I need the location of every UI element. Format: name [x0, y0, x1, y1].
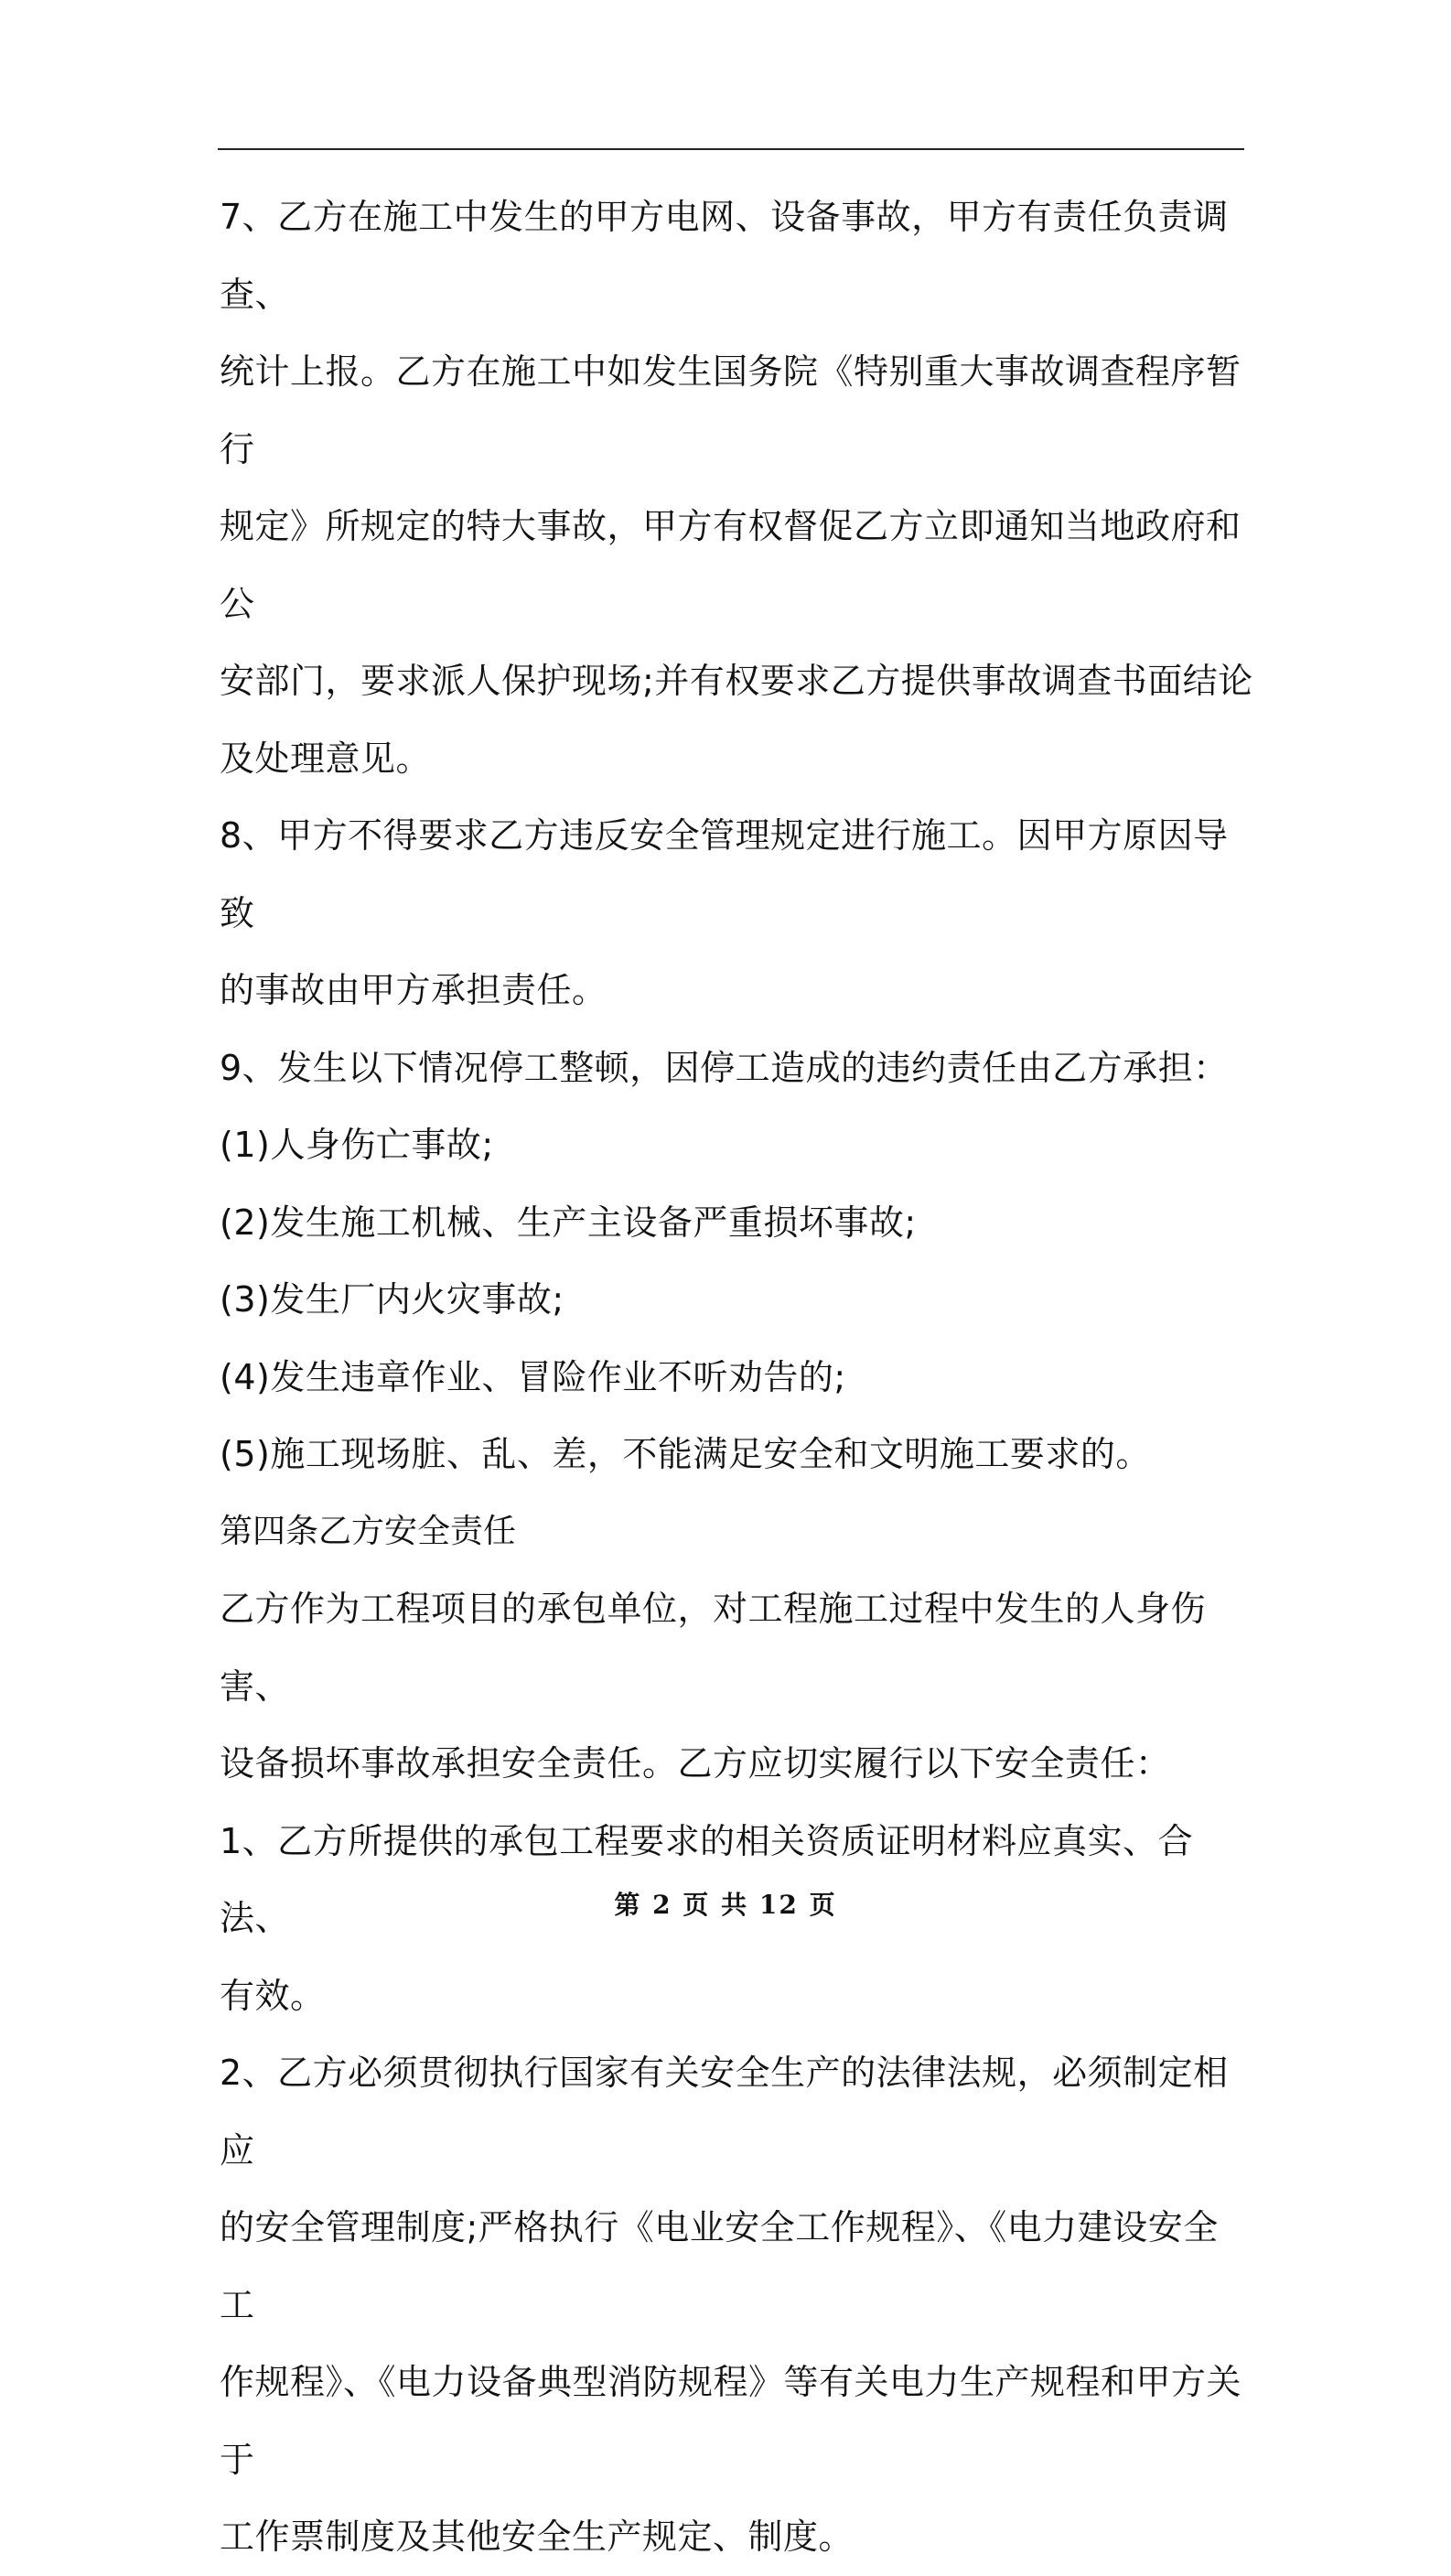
text-line-8: 9、发生以下情况停工整顿，因停工造成的违约责任由乙方承担：	[220, 1047, 1229, 1088]
list-item-4: (4)发生违章作业、冒险作业不听劝告的;	[220, 1356, 846, 1397]
list-item-1: (1)人身伤亡事故;	[220, 1125, 494, 1165]
text-line-4: 安部门，要求派人保护现场;并有权要求乙方提供事故调查书面结论	[220, 661, 1253, 701]
text-line-21: 作规程》、《电力设备典型消防规程》等有关电力生产规程和甲方关于	[220, 2362, 1242, 2480]
text-line-17: 1、乙方所提供的承包工程要求的相关资质证明材料应真实、合法、	[220, 1820, 1194, 1938]
list-item-5: (5)施工现场脏、乱、差，不能满足安全和文明施工要求的。	[220, 1434, 1151, 1474]
text-line-5: 及处理意见。	[220, 738, 432, 779]
text-line-1: 7、乙方在施工中发生的甲方电网、设备事故，甲方有责任负责调查、	[220, 197, 1229, 315]
document-body	[220, 178, 1253, 2576]
page-number-footer: 第 2 页 共 12 页	[614, 1890, 837, 1920]
text-line-3: 规定》所规定的特大事故，甲方有权督促乙方立即通知当地政府和公	[220, 506, 1241, 624]
text-line-18: 有效。	[220, 1975, 326, 2016]
text-line-2: 统计上报。乙方在施工中如发生国务院《特别重大事故调查程序暂行	[220, 351, 1241, 469]
text-line-22: 工作票制度及其他安全生产规定、制度。	[220, 2517, 854, 2557]
list-item-3: (3)发生厂内火灾事故;	[220, 1279, 564, 1320]
text-line-20: 的安全管理制度;严格执行《电业安全工作规程》、《电力建设安全工	[220, 2207, 1219, 2325]
text-line-7: 的事故由甲方承担责任。	[220, 970, 607, 1010]
text-line-15: 乙方作为工程项目的承包单位，对工程施工过程中发生的人身伤害、	[220, 1589, 1207, 1707]
header-rule	[218, 148, 1244, 150]
text-line-19: 2、乙方必须贯彻执行国家有关安全生产的法律法规，必须制定相应	[220, 2053, 1229, 2171]
list-item-2: (2)发生施工机械、生产主设备严重损坏事故;	[220, 1202, 917, 1243]
text-line-16: 设备损坏事故承担安全责任。乙方应切实履行以下安全责任：	[220, 1743, 1171, 1784]
text-line-6: 8、甲方不得要求乙方违反安全管理规定进行施工。因甲方原因导致	[220, 815, 1229, 933]
section-heading: 第四条乙方安全责任	[220, 1512, 517, 1550]
